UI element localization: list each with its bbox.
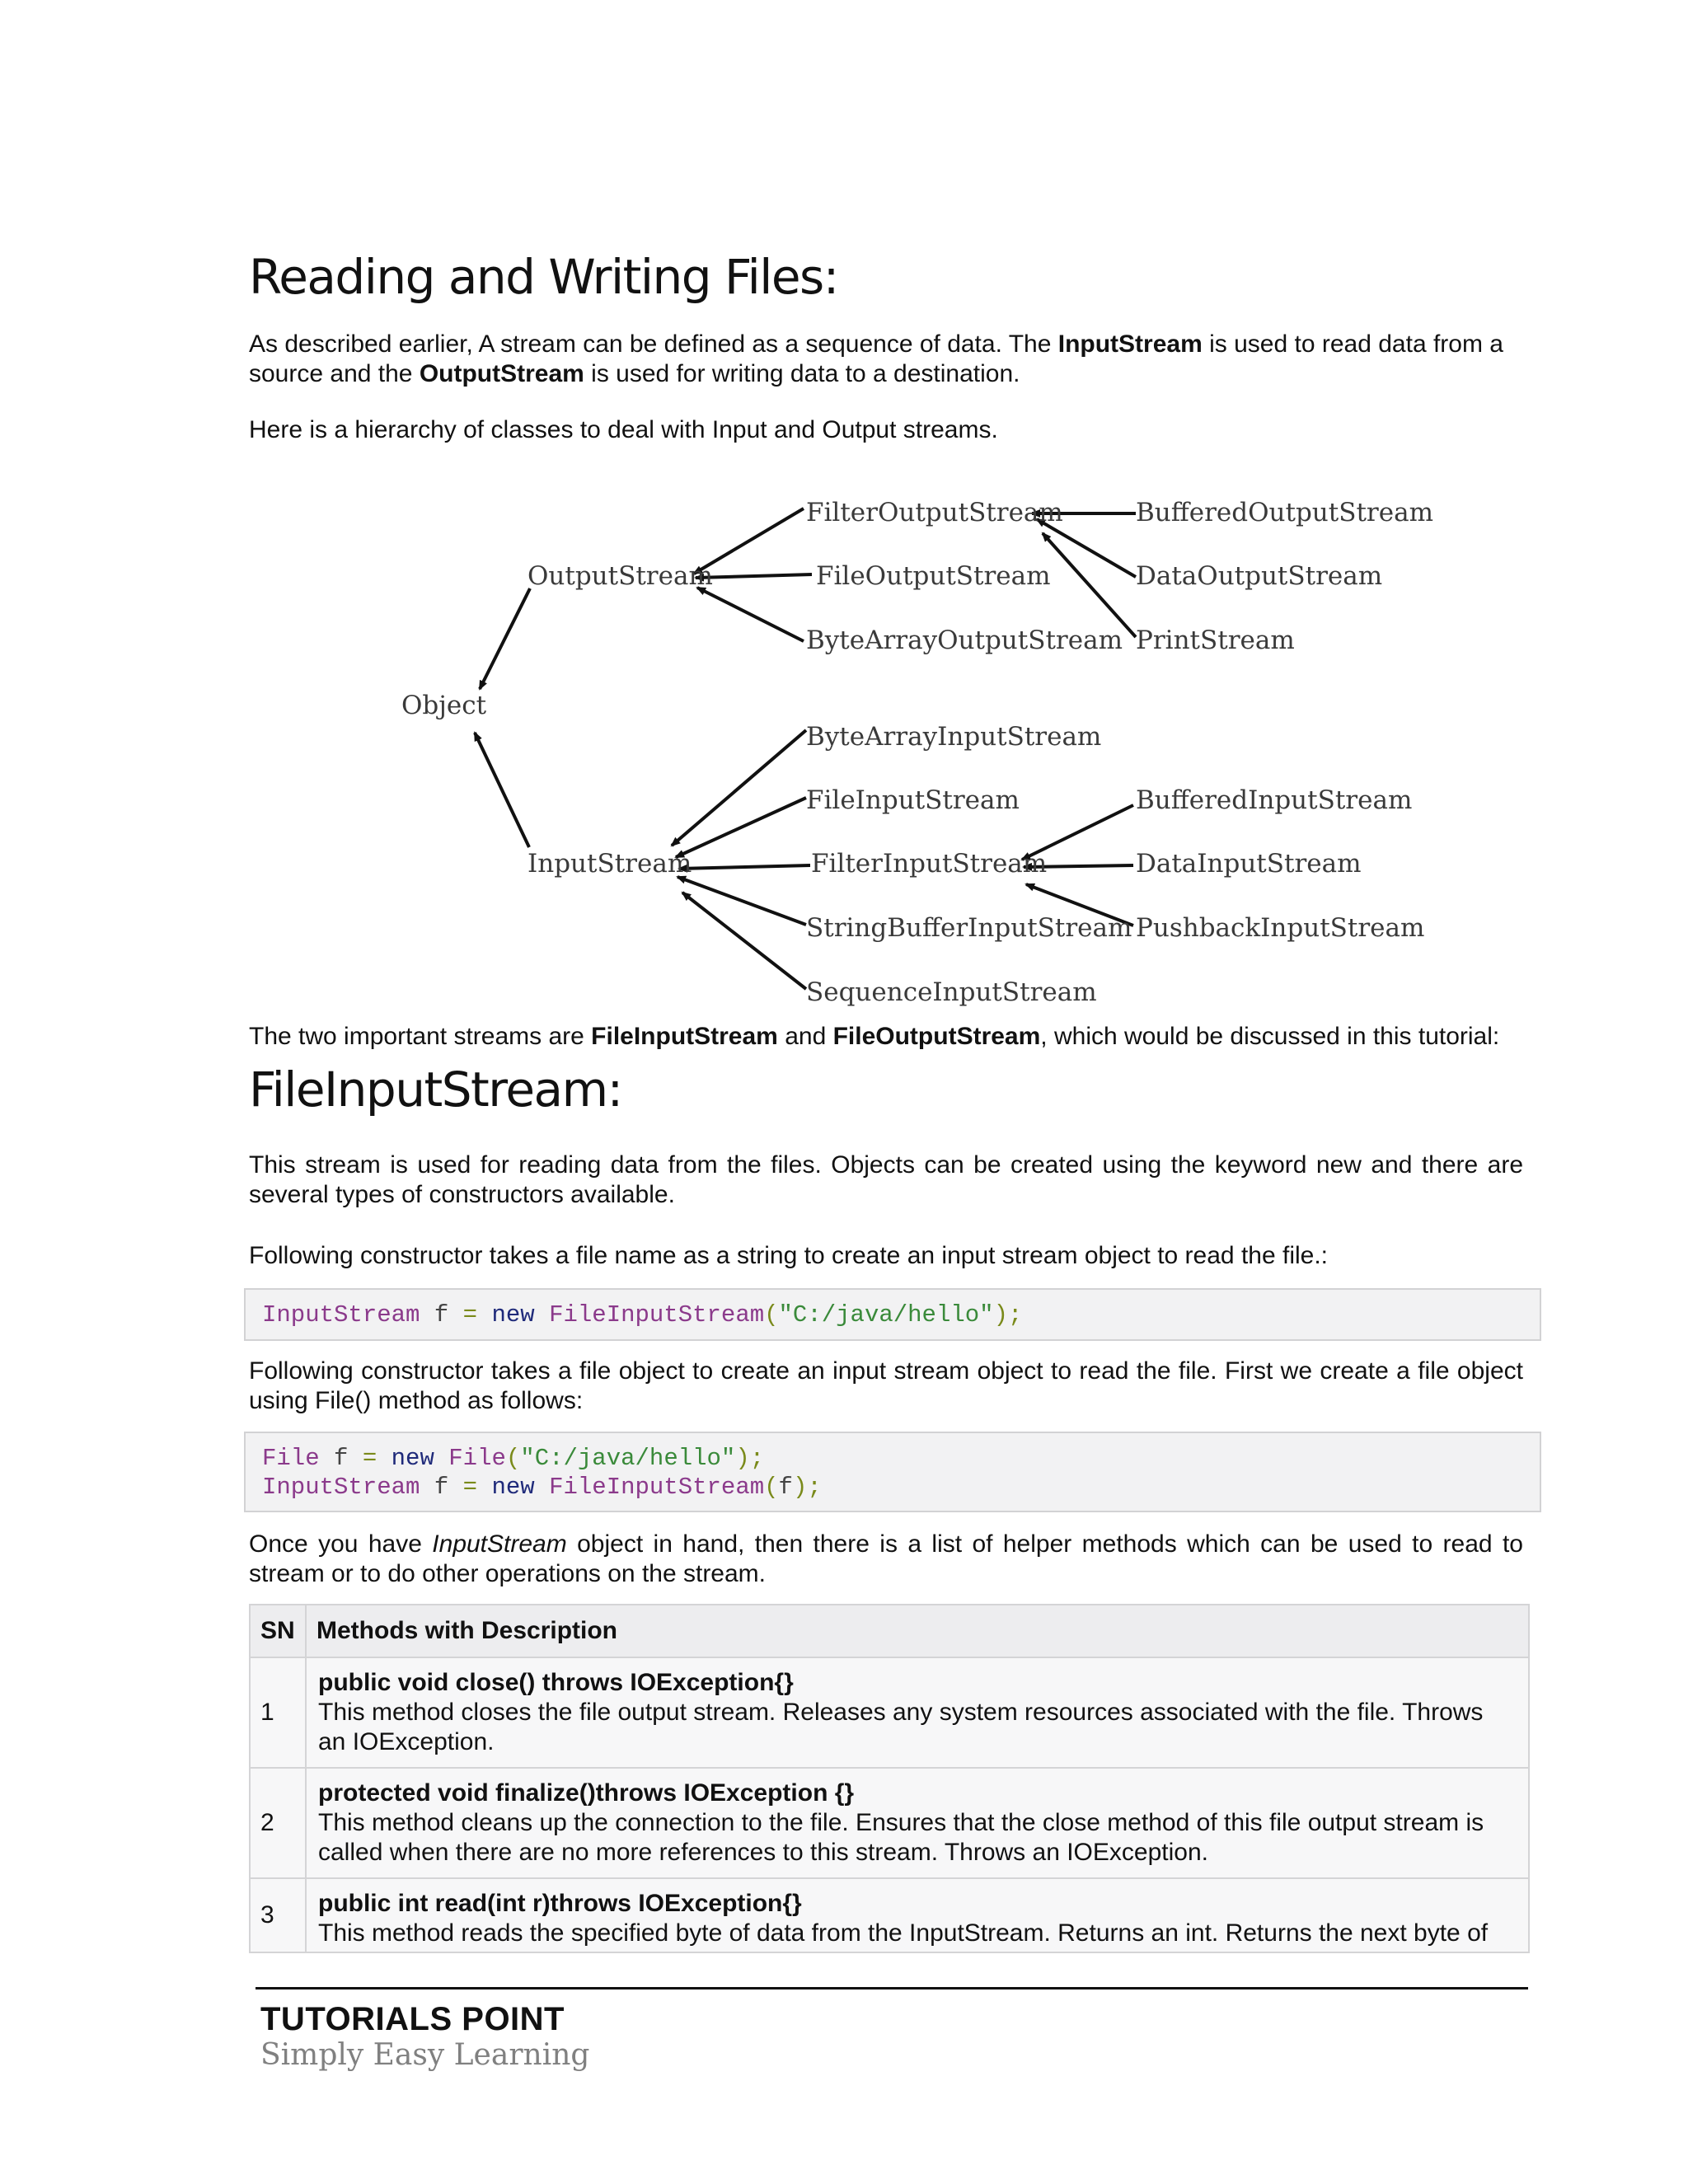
code-line: File f = new File("C:/java/hello"); [262, 1445, 765, 1472]
footer-tagline: Simply Easy Learning [260, 2038, 590, 2072]
node-datainputstream: DataInputStream [1136, 849, 1362, 879]
important-bold-fileinputstream: FileInputStream [591, 1023, 778, 1050]
node-bufferedinputstream: BufferedInputStream [1136, 785, 1413, 815]
method-signature: protected void finalize()throws IOException {} [318, 1779, 855, 1807]
row-sn: 3 [250, 1878, 306, 1952]
intro-text-a: As described earlier, A stream can be defined as a sequence of data. The [249, 330, 1058, 358]
row-sn: 2 [250, 1768, 306, 1878]
header-methods: Methods with Description [306, 1605, 1529, 1657]
section-title-fileinputstream: FileInputStream: [249, 1062, 622, 1118]
arrow-filterinput-inputstream [679, 865, 810, 869]
intro-bold-outputstream: OutputStream [419, 360, 584, 387]
arrow-inputstream-object [475, 733, 529, 847]
node-dataoutputstream: DataOutputStream [1136, 561, 1383, 591]
node-sequenceinputstream: SequenceInputStream [806, 977, 1097, 1007]
helper-text-b: object in hand, then there is a list of helper methods which can be used to read to stream or to do other operations on the stream. [249, 1530, 1523, 1587]
table-row [250, 1768, 1529, 1878]
node-inputstream: InputStream [528, 849, 692, 879]
arrow-fileoutput-outputstream [696, 574, 812, 578]
methods-table [249, 1604, 1530, 1953]
code-block-1 [244, 1288, 1541, 1341]
constructor-string-text: Following constructor takes a file name as a string to create an input stream object to read the file.: [249, 1242, 1328, 1269]
arrow-fileinput-inputstream [676, 798, 806, 857]
intro-text-c: is used to read data from a source and the [249, 330, 1503, 387]
node-bytearrayinputstream: ByteArrayInputStream [806, 722, 1102, 752]
method-signature: public void close() throws IOException{} [318, 1669, 794, 1696]
row-sn: 1 [250, 1657, 306, 1768]
intro-text-d: is used for writing data to a destination. [584, 360, 1020, 387]
helper-italic-inputstream: InputStream [432, 1530, 567, 1558]
method-signature: public int read(int r)throws IOException{} [318, 1890, 802, 1917]
table-row [250, 1657, 1529, 1768]
node-bytearrayoutputstream: ByteArrayOutputStream [806, 626, 1123, 655]
stream-hierarchy-diagram [0, 0, 1688, 1014]
helper-text-a: Once you have [249, 1530, 433, 1558]
important-text-d: , which would be discussed in this tutorial: [1040, 1023, 1500, 1050]
node-object: Object [401, 691, 487, 720]
row-description-cell [306, 1768, 1529, 1878]
footer-divider [256, 1987, 1528, 1990]
important-text-c: and [777, 1023, 833, 1050]
fileinputstream-description: This stream is used for reading data from the files. Objects can be created using the keyword new and there are several types of constructors available. [249, 1151, 1523, 1208]
constructor-file-object-text: Following constructor takes a file object to create an input stream object to read the file. First we create a file object using File() method as follows: [249, 1357, 1523, 1414]
intro-bold-inputstream: InputStream [1057, 330, 1203, 358]
node-stringbufferinputstream: StringBufferInputStream [806, 913, 1132, 943]
footer-brand: TUTORIALS POINT [260, 2001, 565, 2037]
code-line: InputStream f = new FileInputStream(f); [262, 1474, 822, 1501]
section-title-reading-writing: Reading and Writing Files: [249, 249, 838, 305]
node-filteroutputstream: FilterOutputStream [806, 498, 1063, 527]
arrow-bytearrayoutput-outputstream [697, 588, 804, 641]
table-row [250, 1878, 1529, 1952]
code-block-2 [244, 1432, 1541, 1512]
row-description-cell [306, 1657, 1529, 1768]
node-fileoutputstream: FileOutputStream [816, 561, 1051, 591]
method-description: This method cleans up the connection to the file. Ensures that the close method of this file output stream is called when there are no more references to this stream. Throws an IOException. [318, 1809, 1484, 1866]
node-outputstream: OutputStream [528, 561, 713, 591]
node-fileinputstream: FileInputStream [806, 785, 1020, 815]
method-description: This method reads the specified byte of data from the InputStream. Returns an int. Returns the next byte of [318, 1919, 1489, 1947]
table-header-row [250, 1605, 1529, 1657]
helper-methods-text [249, 1530, 1523, 1589]
important-streams-text [249, 1022, 1523, 1052]
header-sn: SN [250, 1605, 306, 1657]
node-printstream: PrintStream [1136, 626, 1295, 655]
hierarchy-intro-text: Here is a hierarchy of classes to deal with Input and Output streams. [249, 416, 998, 443]
code-line: InputStream f = new FileInputStream("C:/java/hello"); [262, 1301, 1023, 1329]
important-bold-fileoutputstream: FileOutputStream [832, 1023, 1041, 1050]
node-filterinputstream: FilterInputStream [811, 849, 1048, 879]
arrow-dataoutput-filteroutput [1037, 519, 1136, 577]
important-text-a: The two important streams are [249, 1023, 592, 1050]
arrow-sequenceinput-inputstream [682, 893, 806, 989]
arrow-stringbufferinput-inputstream [678, 877, 806, 925]
arrow-outputstream-object [480, 588, 530, 689]
row-description-cell [306, 1878, 1529, 1952]
node-pushbackinputstream: PushbackInputStream [1136, 913, 1425, 943]
node-bufferedoutputstream: BufferedOutputStream [1136, 498, 1433, 527]
method-description: This method closes the file output stream. Releases any system resources associated with the file. Throws an IOException. [318, 1699, 1484, 1755]
